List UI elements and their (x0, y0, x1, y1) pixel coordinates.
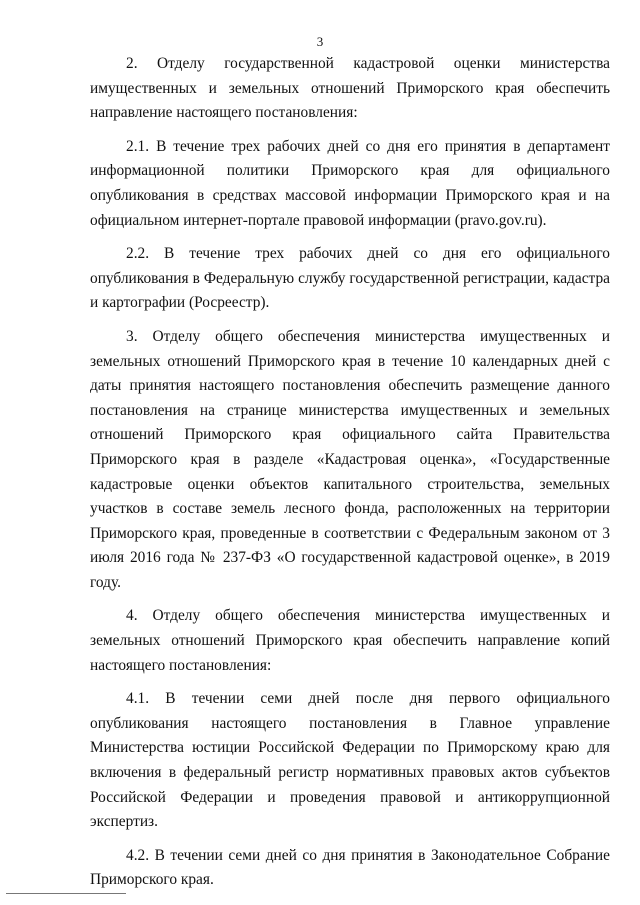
paragraph-4-2: 4.2. В течении семи дней со дня принятия в Законодательное Собрание Приморского края. (90, 846, 610, 889)
paragraph-4-1: 4.1. В течении семи дней после дня первого официального опубликования настоящего постановления в Главное управление Министерства юстиции Российской Федерации по Приморскому краю для включения в федеральный регистр нормативных правовых актов субъектов Российской Федерации и проведения правовой и антикоррупционной экспертиз. (90, 690, 610, 831)
footer-divider (6, 893, 126, 894)
paragraph-2: 2. Отделу государственной кадастровой оценки министерства имущественных и земельных отношений Приморского края обеспечить направление настоящего постановления: (90, 55, 610, 122)
paragraph-2-1: 2.1. В течение трех рабочих дней со дня его принятия в департамент информационной политики Приморского края для официального опубликования в средствах массовой информации Приморского края и на официальном интернет-портале правовой информации (pravo.gov.ru). (90, 137, 610, 229)
paragraph-2-2: 2.2. В течение трех рабочих дней со дня его официального опубликования в Федеральную службу государственной регистрации, кадастра и картографии (Росреестр). (90, 245, 610, 312)
page-number: 3 (316, 34, 324, 49)
paragraph-4: 4. Отделу общего обеспечения министерства имущественных и земельных отношений Приморского края обеспечить направление копий настоящего постановления: (90, 607, 610, 674)
paragraph-3: 3. Отделу общего обеспечения министерства имущественных и земельных отношений Приморского края в течение 10 календарных дней с даты принятия настоящего постановления обеспечить размещение данного постановления на странице министерства имущественных и земельных отношений Приморского края официального сайта Правительства Приморского края в разделе «Кадастровая оценка», «Государственные кадастровые оценки объектов капитального строительства, земельных участков в составе земель лесного фонда, расположенных на территории Приморского края, проведенные в соответствии с Федеральным законом от 3 июля 2016 года № 237-ФЗ «О государственной кадастровой оценке», в 2019 году. (90, 327, 610, 591)
document-body (90, 52, 610, 893)
